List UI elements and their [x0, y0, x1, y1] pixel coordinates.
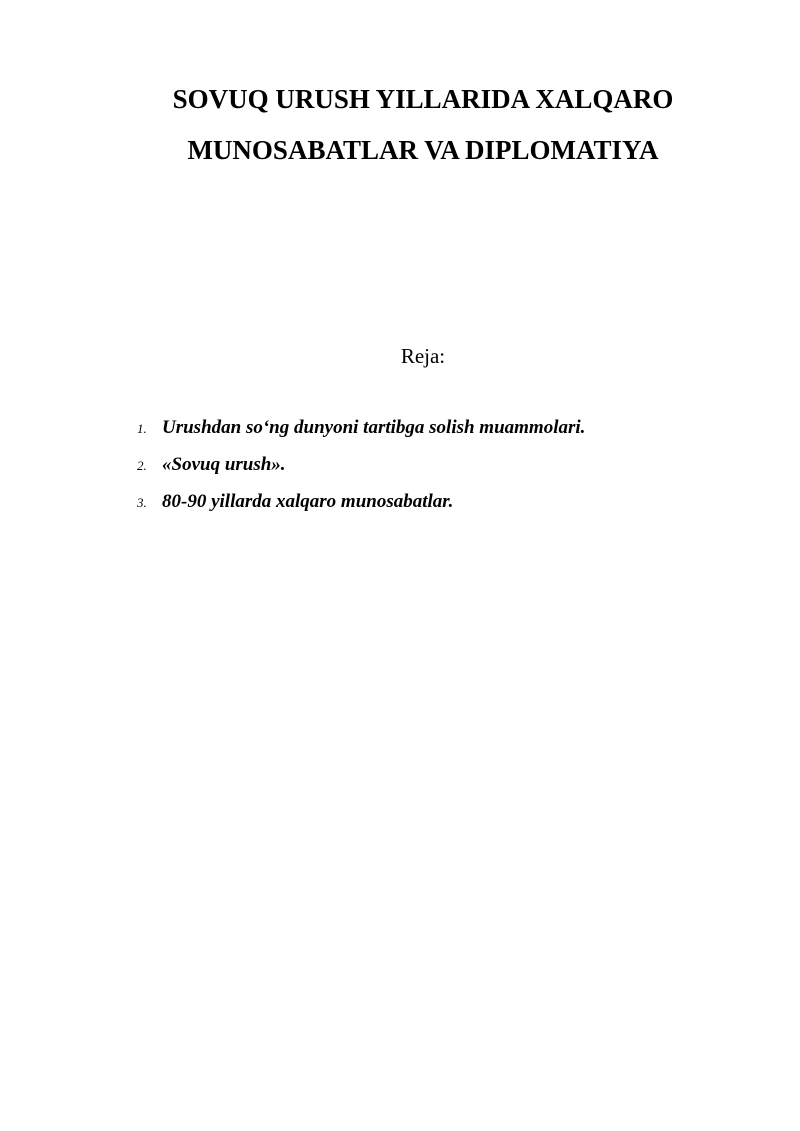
- title-line-2: MUNOSABATLAR VA DIPLOMATIYA: [187, 135, 659, 165]
- title-line-1: SOVUQ URUSH YILLARIDA XALQARO: [172, 84, 674, 114]
- plan-item-number: 2.: [137, 458, 147, 473]
- plan-item-number: 1.: [137, 421, 147, 436]
- plan-item-text: 80-90 yillarda xalqaro munosabatlar.: [162, 491, 454, 512]
- plan-item-1: [137, 413, 757, 450]
- plan-item-2: [137, 450, 757, 487]
- plan-heading: Reja:: [400, 344, 446, 368]
- plan-item-3: [137, 487, 757, 524]
- document-title: [0, 74, 800, 176]
- plan-item-number: 3.: [137, 495, 147, 510]
- plan-item-text: Urushdan so‘ng dunyoni tartibga solish muammolari.: [162, 417, 586, 438]
- plan-item-text: «Sovuq urush».: [162, 454, 286, 475]
- plan-list: [137, 413, 757, 524]
